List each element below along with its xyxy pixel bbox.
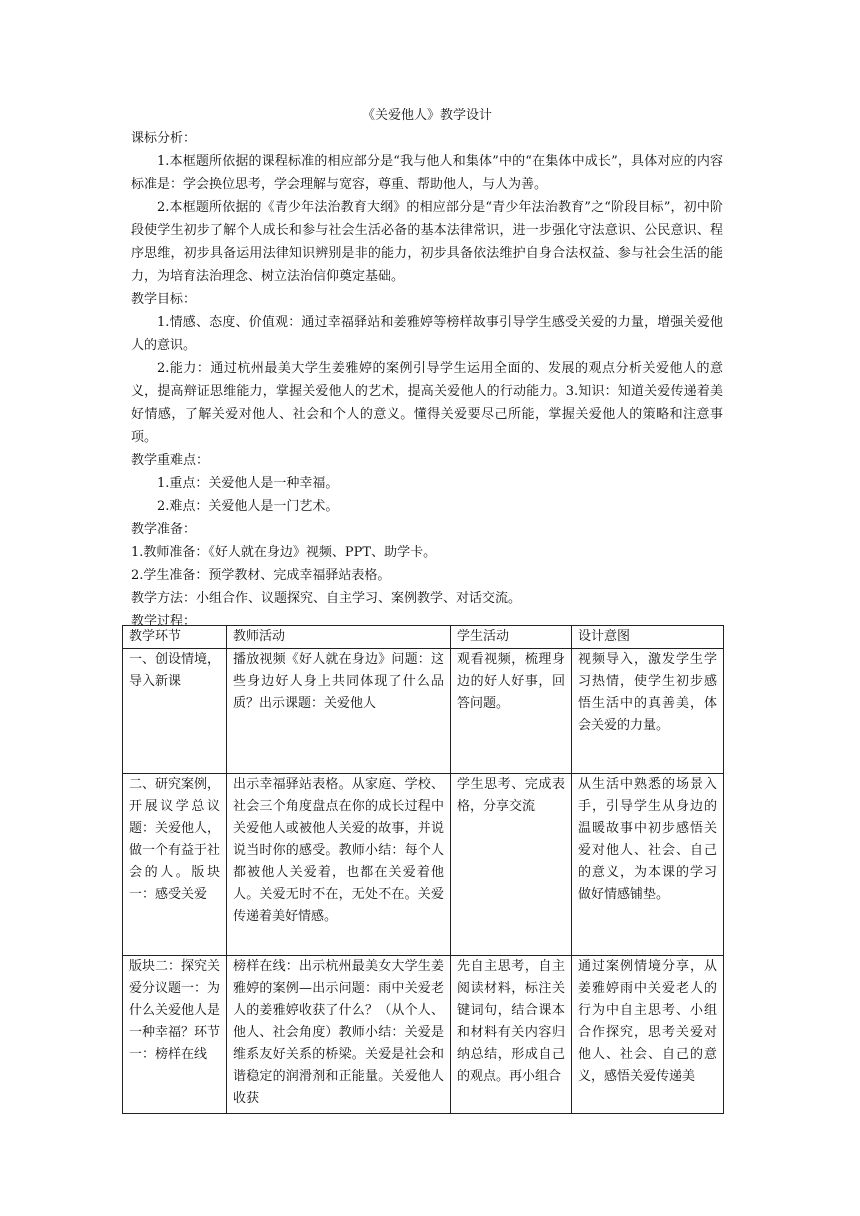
table-row bbox=[123, 774, 724, 956]
key-point-2: 2.难点：关爱他人是一门艺术。 bbox=[157, 499, 339, 514]
goals-paragraph-2: 2.能力：通过杭州最美大学生姜雅婷的案例引导学生运用全面的、发展的观点分析关爱他人的意义，提高辩证思维能力，掌握关爱他人的艺术，提高关爱他人的行动能力。3.知识：知道关爱传递着美好情感，了解关爱对他人、社会和个人的意义。懂得关爱要尽己所能，掌握关爱他人的策略和注意事项。 bbox=[131, 361, 723, 445]
lesson-process-table bbox=[122, 625, 724, 1114]
cell-student-activity: 学生思考、完成表格，分享交流 bbox=[451, 774, 572, 956]
cell-design-intent: 视频导入，激发学生学习热情，使学生初步感悟生活中的真善美，体会关爱的力量。 bbox=[572, 649, 724, 774]
table-row bbox=[123, 956, 724, 1114]
cell-student-activity: 先自主思考，自主阅读材料，标注关键词句，结合课本和材料有关内容归纳总结，形成自己的观点。再小组合 bbox=[451, 956, 572, 1114]
header-stage: 教学环节 bbox=[123, 626, 227, 649]
key-points-heading: 教学重难点： bbox=[131, 453, 210, 468]
cell-design-intent: 通过案例情境分享，从姜雅婷雨中关爱老人的行为中自主思考、小组合作探究，思考关爱对他人、社会、自己的意义，感悟关爱传递美 bbox=[572, 956, 724, 1114]
cell-teacher-activity: 出示幸福驿站表格。从家庭、学校、社会三个角度盘点在你的成长过程中关爱他人或被他人关爱的故事，并说说当时你的感受。教师小结：每个人都被他人关爱着，也都在关爱着他人。关爱无时不在，无处不在。关爱传递着美好情感。 bbox=[227, 774, 451, 956]
header-design-intent: 设计意图 bbox=[572, 626, 724, 649]
preparation-teacher: 1.教师准备：《好人就在身边》视频、PPT、助学卡。 bbox=[131, 545, 437, 560]
cell-teacher-activity: 播放视频《好人就在身边》问题：这些身边好人身上共同体现了什么品质？出示课题：关爱他人 bbox=[227, 649, 451, 774]
curriculum-paragraph-1: 1.本框题所依据的课程标准的相应部分是“我与他人和集体”中的“在集体中成长”，具体对应的内容标准是：学会换位思考，学会理解与宽容，尊重、帮助他人，与人为善。 bbox=[131, 154, 723, 192]
cell-stage: 二、研究案例，开展议学总议题：关爱他人，做一个有益于社会的人。版块一：感受关爱 bbox=[123, 774, 227, 956]
goals-heading: 教学目标： bbox=[131, 292, 197, 307]
curriculum-heading: 课标分析： bbox=[131, 131, 197, 146]
curriculum-paragraph-2: 2.本框题所依据的《青少年法治教育大纲》的相应部分是“青少年法治教育”之“阶段目标”，初中阶段使学生初步了解个人成长和参与社会生活必备的基本法律常识，进一步强化守法意识、公民意识、程序思维，初步具备运用法律知识辨别是非的能力，初步具备依法维护自身合法权益、参与社会生活的能力，为培育法治理念、树立法治信仰奠定基础。 bbox=[131, 200, 723, 284]
cell-design-intent: 从生活中熟悉的场景入手，引导学生从身边的温暖故事中初步感悟关爱对他人、社会、自己的意义，为本课的学习做好情感铺垫。 bbox=[572, 774, 724, 956]
table-header-row bbox=[123, 626, 724, 649]
table-row bbox=[123, 649, 724, 774]
process-heading: 教学过程： bbox=[131, 614, 197, 629]
teaching-methods: 教学方法：小组合作、议题探究、自主学习、案例教学、对话交流。 bbox=[131, 591, 522, 606]
header-teacher-activity: 教师活动 bbox=[227, 626, 451, 649]
document-title: 《关爱他人》教学设计 bbox=[361, 108, 492, 123]
cell-student-activity: 观看视频，梳理身边的好人好事，回答问题。 bbox=[451, 649, 572, 774]
goals-paragraph-1: 1.情感、态度、价值观：通过幸福驿站和姜雅婷等榜样故事引导学生感受关爱的力量，增强关爱他人的意识。 bbox=[131, 315, 723, 353]
cell-teacher-activity: 榜样在线：出示杭州最美女大学生姜雅婷的案例—出示问题：雨中关爱老人的姜雅婷收获了什么？（从个人、他人、社会角度）教师小结：关爱是维系友好关系的桥梁。关爱是社会和谐稳定的润滑剂和正能量。关爱他人收获 bbox=[227, 956, 451, 1114]
cell-stage: 版块二：探究关爱分议题一：为什么关爱他人是一种幸福？环节一：榜样在线 bbox=[123, 956, 227, 1114]
document-body bbox=[131, 104, 723, 633]
key-point-1: 1.重点：关爱他人是一种幸福。 bbox=[157, 476, 339, 491]
cell-stage: 一、创设情境，导入新课 bbox=[123, 649, 227, 774]
preparation-heading: 教学准备： bbox=[131, 522, 197, 537]
preparation-student: 2.学生准备：预学教材、完成幸福驿站表格。 bbox=[131, 568, 391, 583]
header-student-activity: 学生活动 bbox=[451, 626, 572, 649]
